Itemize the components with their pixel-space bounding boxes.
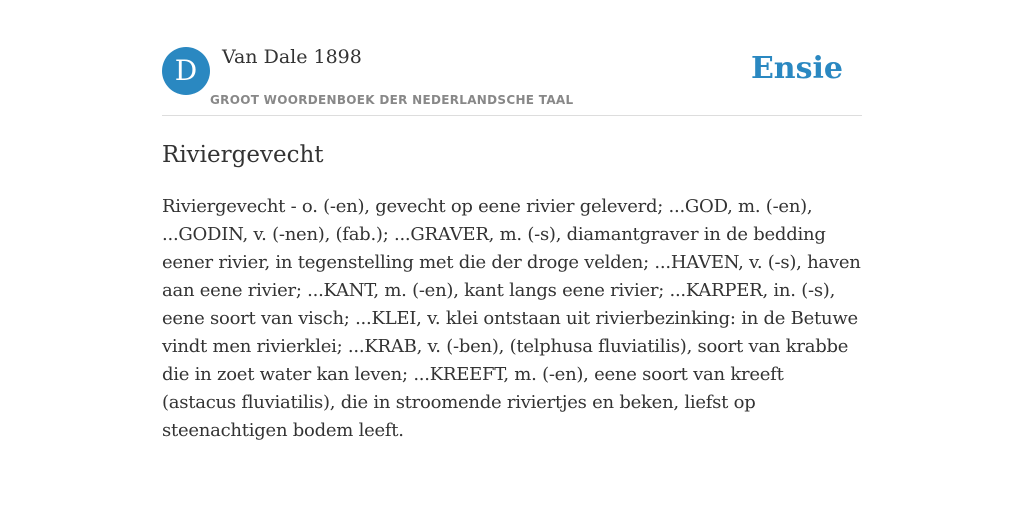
source-avatar[interactable]: D	[162, 47, 210, 95]
source-header	[162, 40, 862, 116]
source-subtitle: GROOT WOORDENBOEK DER NEDERLANDSCHE TAAL	[210, 93, 574, 107]
entry-definition: Riviergevecht - o. (-en), gevecht op eene rivier geleverd; ...GOD, m. (-en), ...GODIN, v. (-nen), (fab.); ...GRAVER, m. (-s), diamantgraver in de bedding eener rivier, in tegenstelling met die der droge velden; ...HAVEN, v. (-s), haven aan eene rivier; ...KANT, m. (-en), kant langs eene rivier; ...KARPER, in. (-s), eene soort van visch; ...KLEI, v. klei ontstaan uit rivierbezinking: in de Betuwe vindt men rivierklei; ...KRAB, v. (-ben), (telphusa fluviatilis), soort van krabbe die in zoet water kan leven; ...KREEFT, m. (-en), eene soort van kreeft (astacus fluviatilis), die in stroomende riviertjes en beken, liefst op steenachtigen bodem leeft.	[162, 196, 861, 441]
brand-logo[interactable]: Ensie	[750, 51, 843, 86]
content-container	[162, 40, 862, 445]
source-title[interactable]: Van Dale 1898	[222, 46, 362, 68]
entry-title: Riviergevecht	[162, 142, 324, 168]
